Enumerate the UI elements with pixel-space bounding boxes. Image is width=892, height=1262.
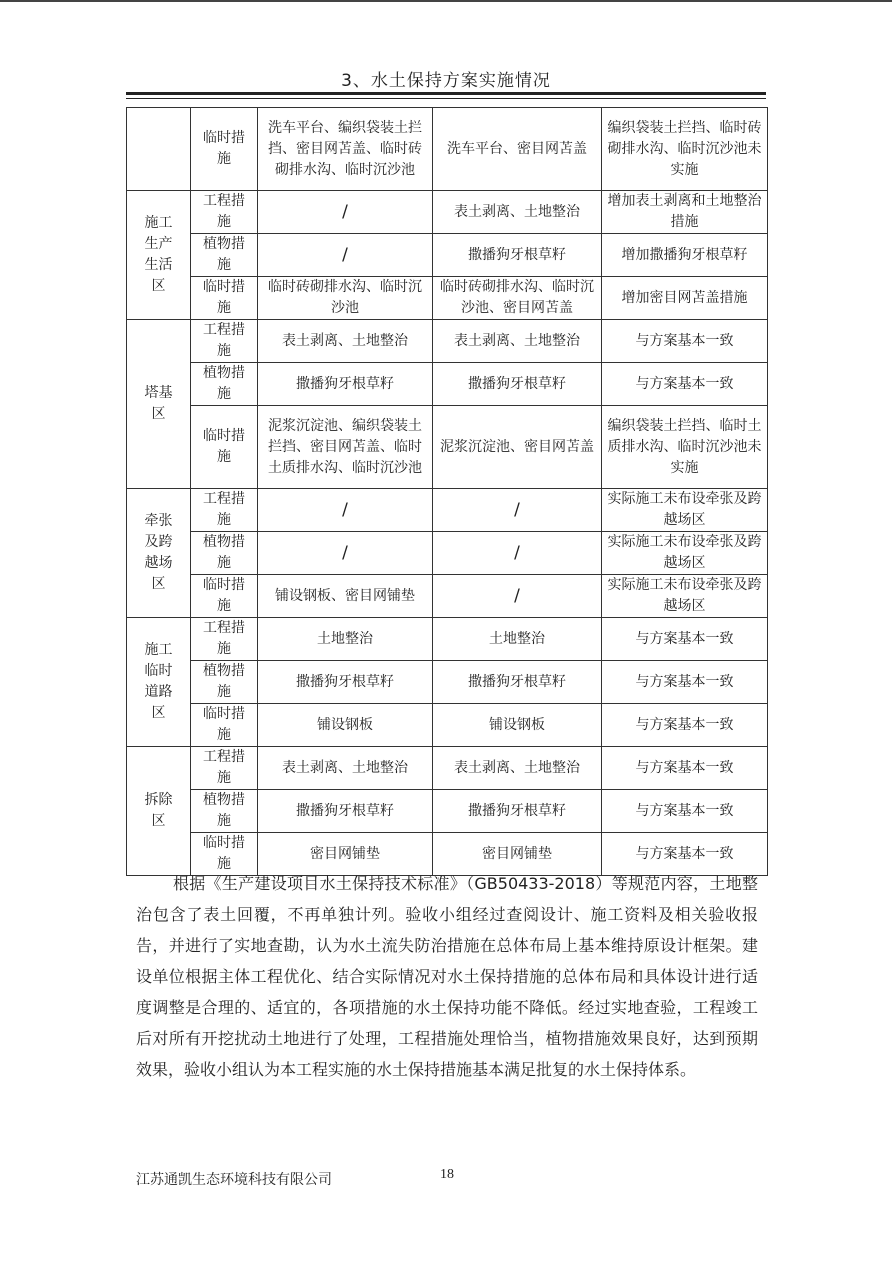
- note-cell: 增加表土剥离和土地整治措施: [602, 191, 768, 234]
- type-cell: 植物措施: [191, 790, 258, 833]
- type-cell: 植物措施: [191, 661, 258, 704]
- actual-cell: 撒播狗牙根草籽: [433, 790, 602, 833]
- note-cell: 增加撒播狗牙根草籽: [602, 234, 768, 277]
- actual-cell: 表土剥离、土地整治: [433, 191, 602, 234]
- plan-cell: 撒播狗牙根草籽: [258, 661, 433, 704]
- area-cell: 施工生产生活区: [127, 191, 191, 320]
- note-cell: 实际施工未布设牵张及跨越场区: [602, 532, 768, 575]
- type-cell: 工程措施: [191, 618, 258, 661]
- table-row: [127, 406, 768, 489]
- note-cell: 与方案基本一致: [602, 320, 768, 363]
- plan-cell: 土地整治: [258, 618, 433, 661]
- plan-cell: /: [258, 532, 433, 575]
- table-row: [127, 575, 768, 618]
- type-cell: 植物措施: [191, 234, 258, 277]
- note-cell: 与方案基本一致: [602, 790, 768, 833]
- actual-cell: /: [433, 575, 602, 618]
- note-cell: 与方案基本一致: [602, 704, 768, 747]
- plan-cell: 泥浆沉淀池、编织袋装土拦挡、密目网苫盖、临时土质排水沟、临时沉沙池: [258, 406, 433, 489]
- actual-cell: 表土剥离、土地整治: [433, 320, 602, 363]
- note-cell: 实际施工未布设牵张及跨越场区: [602, 575, 768, 618]
- note-cell: 与方案基本一致: [602, 618, 768, 661]
- plan-cell: 表土剥离、土地整治: [258, 747, 433, 790]
- type-cell: 临时措施: [191, 575, 258, 618]
- actual-cell: 临时砖砌排水沟、临时沉沙池、密目网苫盖: [433, 277, 602, 320]
- type-cell: 工程措施: [191, 747, 258, 790]
- table-row: [127, 661, 768, 704]
- type-cell: 工程措施: [191, 191, 258, 234]
- table-row: [127, 108, 768, 191]
- actual-cell: 撒播狗牙根草籽: [433, 363, 602, 406]
- actual-cell: 土地整治: [433, 618, 602, 661]
- table-row: [127, 234, 768, 277]
- type-cell: 临时措施: [191, 108, 258, 191]
- area-cell: 拆除区: [127, 747, 191, 876]
- type-cell: 临时措施: [191, 704, 258, 747]
- table-row: [127, 747, 768, 790]
- actual-cell: 表土剥离、土地整治: [433, 747, 602, 790]
- header-rule-thick: [126, 92, 766, 95]
- table-row: [127, 532, 768, 575]
- table-row: [127, 363, 768, 406]
- area-cell: 塔基区: [127, 320, 191, 489]
- note-cell: 实际施工未布设牵张及跨越场区: [602, 489, 768, 532]
- note-cell: 与方案基本一致: [602, 747, 768, 790]
- type-cell: 植物措施: [191, 532, 258, 575]
- type-cell: 临时措施: [191, 406, 258, 489]
- footer-company: 江苏通凯生态环境科技有限公司: [136, 1172, 332, 1188]
- type-cell: 植物措施: [191, 363, 258, 406]
- plan-cell: /: [258, 489, 433, 532]
- note-cell: 编织袋装土拦挡、临时砖砌排水沟、临时沉沙池未实施: [602, 108, 768, 191]
- actual-cell: /: [433, 532, 602, 575]
- plan-cell: 洗车平台、编织袋装土拦挡、密目网苫盖、临时砖砌排水沟、临时沉沙池: [258, 108, 433, 191]
- note-cell: 与方案基本一致: [602, 363, 768, 406]
- actual-cell: /: [433, 489, 602, 532]
- page-number: 18: [440, 1167, 454, 1182]
- type-cell: 临时措施: [191, 277, 258, 320]
- table-row: [127, 489, 768, 532]
- table-row: [127, 191, 768, 234]
- table-row: [127, 277, 768, 320]
- actual-cell: 铺设钢板: [433, 704, 602, 747]
- actual-cell: 撒播狗牙根草籽: [433, 661, 602, 704]
- top-border: [0, 0, 892, 2]
- plan-cell: 临时砖砌排水沟、临时沉沙池: [258, 277, 433, 320]
- type-cell: 工程措施: [191, 489, 258, 532]
- plan-cell: /: [258, 234, 433, 277]
- header-rule-thin: [126, 98, 766, 99]
- plan-cell: 撒播狗牙根草籽: [258, 790, 433, 833]
- plan-cell: 密目网铺垫: [258, 833, 433, 876]
- actual-cell: 洗车平台、密目网苫盖: [433, 108, 602, 191]
- actual-cell: 密目网铺垫: [433, 833, 602, 876]
- note-cell: 与方案基本一致: [602, 833, 768, 876]
- area-cell: 牵张及跨越场区: [127, 489, 191, 618]
- note-cell: 增加密目网苫盖措施: [602, 277, 768, 320]
- table-row: [127, 790, 768, 833]
- plan-cell: 铺设钢板: [258, 704, 433, 747]
- conclusion-paragraph: [136, 868, 758, 1085]
- paragraph-text: 根据《生产建设项目水土保持技术标准》（GB50433-2018）等规范内容，土地整治包含了表土回覆，不再单独计列。验收小组经过查阅设计、施工资料及相关验收报告，并进行了实地查勘，认为水土流失防治措施在总体布局上基本维持原设计框架。建设单位根据主体工程优化、结合实际情况对水土保持措施的总体布局和具体设计进行适度调整是合理的、适宜的，各项措施的水土保持功能不降低。经过实地查验，工程竣工后对所有开挖扰动土地进行了处理，工程措施处理恰当，植物措施效果良好，达到预期效果，验收小组认为本工程实施的水土保持措施基本满足批复的水土保持体系。: [136, 874, 758, 1079]
- actual-cell: 泥浆沉淀池、密目网苫盖: [433, 406, 602, 489]
- plan-cell: /: [258, 191, 433, 234]
- type-cell: 临时措施: [191, 833, 258, 876]
- note-cell: 编织袋装土拦挡、临时土质排水沟、临时沉沙池未实施: [602, 406, 768, 489]
- plan-cell: 表土剥离、土地整治: [258, 320, 433, 363]
- table-row: [127, 704, 768, 747]
- plan-cell: 撒播狗牙根草籽: [258, 363, 433, 406]
- actual-cell: 撒播狗牙根草籽: [433, 234, 602, 277]
- type-cell: 工程措施: [191, 320, 258, 363]
- table-row: [127, 320, 768, 363]
- area-cell: 施工临时道路区: [127, 618, 191, 747]
- page-header: 3、水土保持方案实施情况: [341, 71, 551, 91]
- note-cell: 与方案基本一致: [602, 661, 768, 704]
- area-cell: [127, 108, 191, 191]
- plan-cell: 铺设钢板、密目网铺垫: [258, 575, 433, 618]
- measures-table: [126, 107, 768, 876]
- table-row: [127, 618, 768, 661]
